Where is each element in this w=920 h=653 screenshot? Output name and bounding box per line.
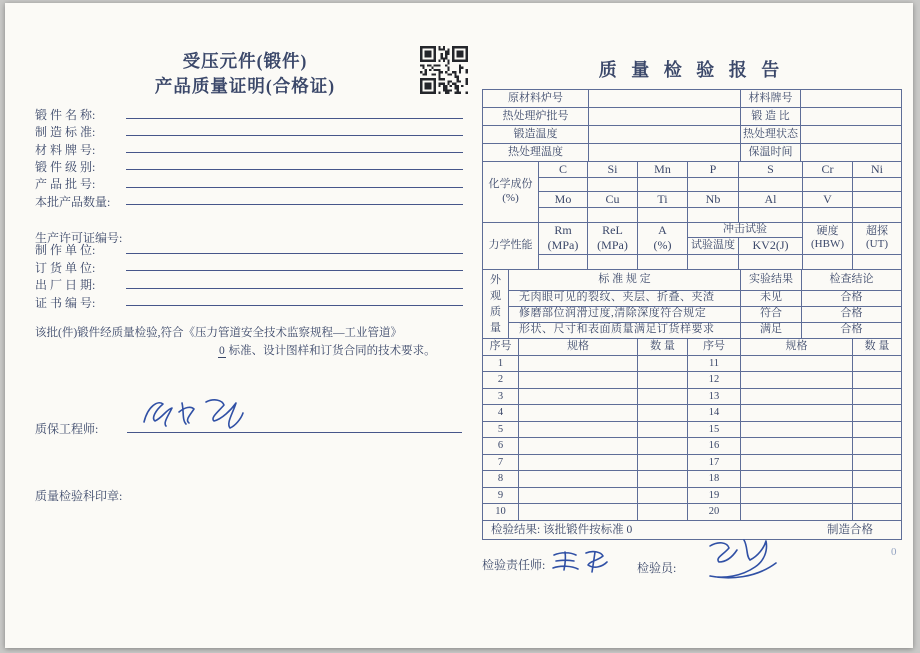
field-blank-line: [126, 253, 463, 254]
statement-line2: [218, 342, 436, 358]
field-blank-line: [126, 152, 463, 153]
statement-line1: 该批(件)锻件经质量检验,符合《压力管道安全技术监察规程—工业管道》: [35, 327, 403, 339]
qa-engineer-signature: [138, 392, 248, 434]
field-label: 锻 件 级 别:: [35, 159, 96, 174]
field-blank-line: [126, 270, 463, 271]
field-label: 锻 件 名 称:: [35, 108, 96, 122]
field-label: 订 货 单 位:: [35, 260, 96, 275]
field-blank-line: [126, 288, 463, 289]
info-table: 原材料炉号 材料牌号 热处理炉批号 锻 造 比 锻造温度 热处理状态 热处理温度 保温时间: [482, 89, 902, 162]
mechanical-table: 力学性能 Rm (MPa) ReL (MPa) A (%) 冲击试验 硬度 (HBW) 超探 (UT) 试验温度 KV2(J): [482, 222, 902, 270]
left-title-line1: 受压元件(锻件): [182, 51, 308, 71]
field-label: 材 料 牌 号:: [35, 142, 96, 157]
field-blank-line: [126, 204, 463, 205]
left-title-line2: 产品质量证明(合格证): [154, 76, 336, 96]
qa-engineer-label: 质保工程师:: [35, 422, 99, 436]
qr-code: [420, 46, 468, 94]
standard-number: 0: [219, 345, 225, 357]
stray-scan-mark: 0: [891, 546, 897, 558]
field-blank-line: [126, 305, 463, 306]
appearance-table: 外 观 质 量 标 准 规 定 实验结果 检查结论 无肉眼可见的裂纹、夹层、折叠、夹渣 未见 合格 修磨部位润滑过度,清除深度符合规定 符合 合格 形状、尺寸和表面质量满足订货样要求 满足 合格: [482, 269, 902, 339]
field-blank-line: [126, 118, 463, 119]
examiner-label: 检验员:: [637, 561, 677, 575]
field-label: 制 造 标 准:: [35, 125, 96, 140]
field-blank-line: [126, 135, 463, 136]
field-blank-line: [126, 187, 463, 188]
chemical-table: 化学成份 (%) C Si Mn P S Cr Ni Mo Cu Ti Nb Al V: [482, 161, 902, 223]
field-blank-line: [126, 169, 463, 170]
field-label: 制 作 单 位:: [35, 243, 96, 257]
inspector-label: 检验责任师:: [482, 558, 546, 572]
field-label: 产 品 批 号:: [35, 177, 96, 192]
inspector-signature: [550, 547, 612, 577]
result-table: 检验结果: 该批锻件按标准 0 制造合格: [482, 520, 902, 540]
license-number-label: 生产许可证编号:: [35, 231, 123, 245]
field-label: 本批产品数量:: [35, 194, 111, 209]
serial-table: 序号 规格 数 量 序号 规格 数 量 1 11 2 12 3 13 4 14 5 15 6 16 7 17 8 18 9 19 10 20: [482, 338, 902, 521]
inspection-report-table: [482, 90, 901, 540]
inspection-seal-label: 质量检验科印章:: [35, 489, 123, 503]
report-title: 质 量 检 验 报 告: [598, 60, 785, 80]
field-label: 出 厂 日 期:: [35, 278, 96, 293]
examiner-signature: [694, 534, 786, 588]
field-label: 证 书 编 号:: [35, 295, 96, 310]
statement-line2-text: 标准、设计图样和订货合同的技术要求。: [228, 345, 436, 357]
